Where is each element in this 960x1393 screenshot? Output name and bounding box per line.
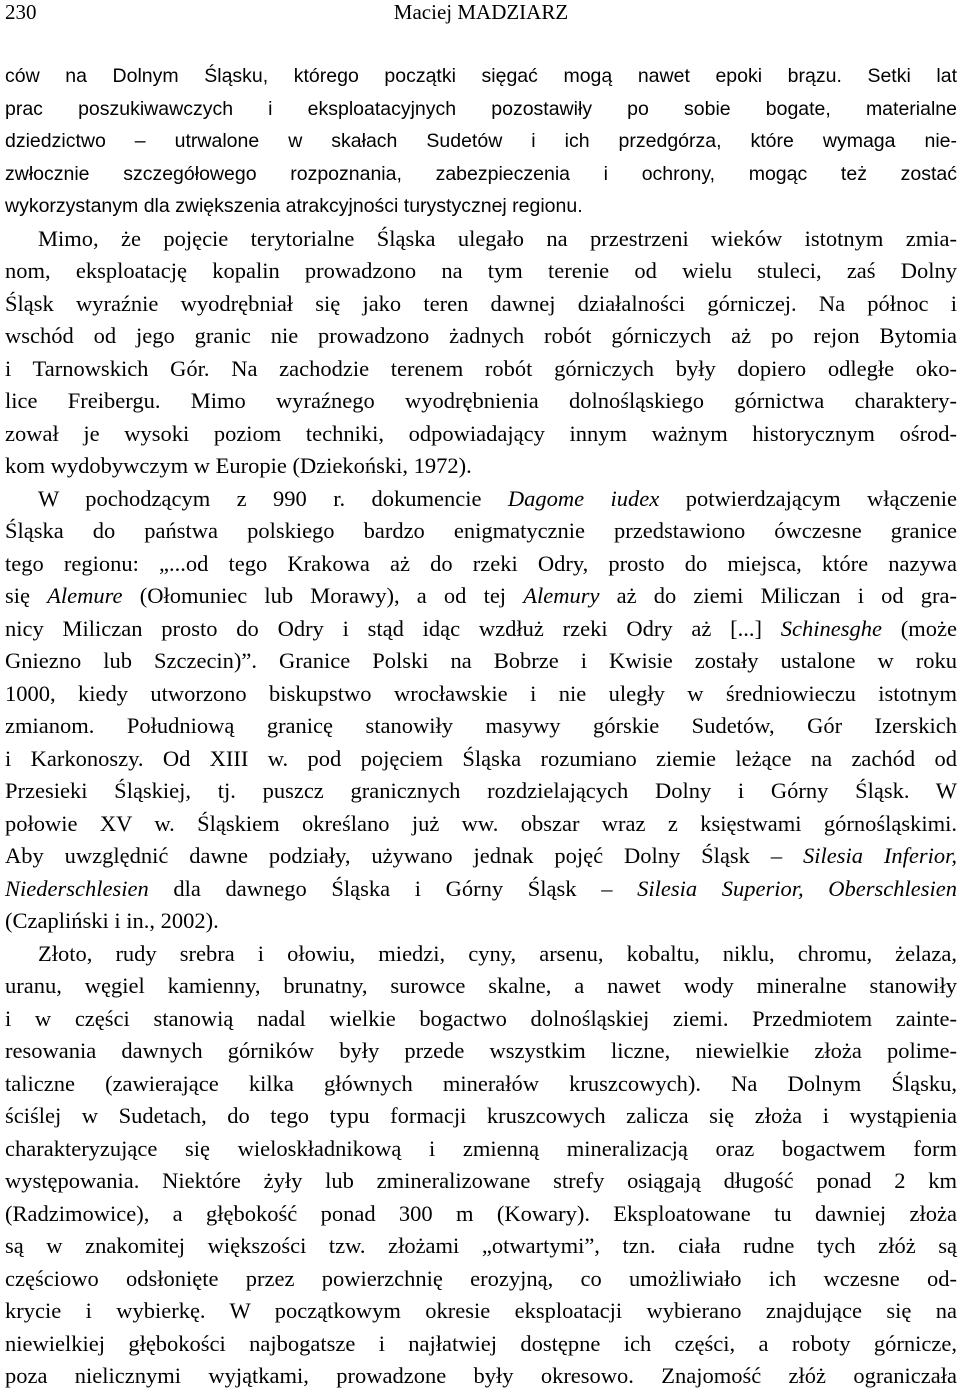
text-span: tego regionu: „...od tego Krakowa aż do rzeki Odry, prosto do miejsca, które nazywa	[5, 550, 957, 576]
text-span: kom wydobywczym w Europie (Dziekoński, 1972).	[5, 453, 472, 478]
italic-text: Schinesghe	[780, 615, 883, 641]
text-span: i Tarnowskich Gór. Na zachodzie terenem robót górniczych były dopiero odległe oko-	[5, 355, 957, 381]
text-line	[5, 515, 957, 548]
text-span: nicy Miliczan prosto do Odry i stąd idąc wzdłuż rzeki Odry aż [...]	[5, 615, 781, 641]
text-line	[5, 190, 957, 223]
text-line	[5, 483, 957, 516]
italic-text: Niederschlesien	[5, 875, 149, 901]
text-span: (Radzimowice), a głębokość ponad 300 m (Kowary). Eksploatowane tu dawniej złoża	[5, 1200, 957, 1226]
text-span: Złoto, rudy srebra i ołowiu, miedzi, cyny, arsenu, kobaltu, niklu, chromu, żelaza,	[38, 940, 957, 966]
text-span: aż do ziemi Miliczan i od gra-	[599, 583, 957, 608]
text-span: Śląsk wyraźnie wyodrębniał się jako teren dawnej działalności górniczej. Na północ i	[5, 290, 957, 316]
italic-text: Alemury	[523, 583, 600, 608]
text-line	[5, 645, 957, 678]
italic-text: Alemure	[47, 583, 123, 608]
text-span: i w części stanowią nadal wielkie bogactwo dolnośląskiej ziemi. Przedmiotem zainte-	[5, 1005, 957, 1031]
text-span: występowania. Niektóre żyły lub zmineralizowane strefy osiągają długość ponad 2 km	[5, 1168, 957, 1193]
text-line	[5, 1198, 957, 1231]
text-line	[5, 808, 957, 841]
text-line	[5, 1360, 957, 1393]
text-line	[5, 125, 957, 158]
text-line	[5, 93, 957, 126]
text-span: (Czapliński i in., 2002).	[5, 908, 219, 933]
text-line	[5, 1295, 957, 1328]
text-span: (Ołomuniec lub Morawy), a od tej	[122, 583, 524, 608]
italic-text: Silesia Superior, Oberschlesien	[637, 875, 957, 901]
text-line	[5, 1068, 957, 1101]
text-span: niewielkiej głębokości najbogatsze i najłatwiej dostępne ich części, a roboty górnicze,	[5, 1330, 957, 1356]
running-head-author: Maciej MADZIARZ	[393, 0, 569, 24]
text-line	[5, 938, 957, 971]
text-span: uranu, węgiel kamienny, brunatny, surowce skalne, a nawet wody mineralne stanowiły	[5, 973, 957, 998]
text-line	[5, 613, 957, 646]
text-line	[5, 873, 957, 906]
text-line	[5, 60, 957, 93]
text-span: 1000, kiedy utworzono biskupstwo wrocławskie i nie uległy w średniowieczu istotnym	[5, 680, 957, 706]
text-line	[5, 548, 957, 581]
text-line	[5, 450, 957, 483]
text-line	[5, 1165, 957, 1198]
italic-text: Dagome iudex	[507, 485, 660, 511]
text-span: Śląska do państwa polskiego bardzo enigmatycznie przedstawiono ówczesne granice	[5, 518, 957, 543]
text-line	[5, 580, 957, 613]
text-span: taliczne (zawierające kilka głównych minerałów kruszcowych). Na Dolnym Śląsku,	[5, 1070, 957, 1096]
text-span: W pochodzącym z 990 r. dokumencie	[38, 485, 508, 511]
text-span: (może	[882, 615, 958, 641]
text-span: prac poszukiwawczych i eksploatacyjnych pozostawiły po sobie bogate, materialne	[5, 97, 957, 120]
text-span: i Karkonoszy. Od XIII w. pod pojęciem Śląska rozumiano ziemie leżące na zachód od	[5, 745, 957, 771]
italic-text: Silesia Inferior,	[802, 843, 958, 868]
text-line	[5, 710, 957, 743]
text-line	[5, 255, 957, 288]
text-span: dziedzictwo – utrwalone w skałach Sudetów i ich przedgórza, które wymaga nie-	[5, 130, 957, 152]
text-line	[5, 1328, 957, 1361]
text-line	[5, 1003, 957, 1036]
text-span: poza nielicznymi wyjątkami, prowadzone były okresowo. Znajomość złóż ograniczała	[5, 1363, 957, 1388]
text-span: częściowo odsłonięte przez powierzchnię erozyjną, co umożliwiało ich wczesne od-	[5, 1265, 957, 1291]
text-line	[5, 1100, 957, 1133]
text-span: krycie i wybierkę. W początkowym okresie eksploatacji wybierano znajdujące się na	[5, 1298, 957, 1323]
text-span: zmianom. Południową granicę stanowiły masywy górskie Sudetów, Gór Izerskich	[5, 713, 957, 738]
text-span: ściślej w Sudetach, do tego typu formacji kruszcowych zalicza się złoża i wystąpienia	[5, 1103, 957, 1128]
text-span: wschód od jego granic nie prowadzono żadnych robót górniczych aż po rejon Bytomia	[5, 323, 957, 348]
text-line	[5, 288, 957, 321]
text-span: Gniezno lub Szczecin)”. Granice Polski na Bobrze i Kwisie zostały ustalone w roku	[5, 648, 957, 673]
text-span: charakteryzujące się wieloskładnikową i zmienną mineralizacją oraz bogactwem form	[5, 1135, 957, 1161]
text-span: Przesieki Śląskiej, tj. puszcz granicznych rozdzielających Dolny i Górny Śląsk. W	[5, 778, 957, 803]
body-text	[5, 60, 957, 1393]
text-line	[5, 320, 957, 353]
text-line	[5, 970, 957, 1003]
text-span: ców na Dolnym Śląsku, którego początki sięgać mogą nawet epoki brązu. Setki lat	[5, 65, 957, 87]
text-span: zował je wysoki poziom techniki, odpowiadający innym ważnym historycznym ośrod-	[5, 420, 957, 446]
text-line	[5, 1035, 957, 1068]
text-line	[5, 1230, 957, 1263]
text-line	[5, 385, 957, 418]
text-span: połowie XV w. Śląskiem określano już ww. obszar wraz z księstwami górnośląskimi.	[5, 810, 957, 836]
text-line	[5, 840, 957, 873]
text-line	[5, 905, 957, 938]
text-span: nom, eksploatację kopalin prowadzono na tym terenie od wielu stuleci, zaś Dolny	[5, 258, 957, 283]
text-span: wykorzystanym dla zwiększenia atrakcyjności turystycznej regionu.	[5, 195, 583, 217]
text-span: Aby uwzględnić dawne podziały, używano jednak pojęć Dolny Śląsk –	[5, 843, 803, 868]
text-span: Mimo, że pojęcie terytorialne Śląska ulegało na przestrzeni wieków istotnym zmia-	[38, 225, 957, 251]
text-line	[5, 353, 957, 386]
text-line	[5, 743, 957, 776]
page-header	[5, 0, 957, 30]
text-line	[5, 678, 957, 711]
text-line	[5, 158, 957, 191]
text-span: lice Freibergu. Mimo wyraźnego wyodrębnienia dolnośląskiego górnictwa charaktery-	[5, 388, 957, 413]
text-span: potwierdzającym włączenie	[659, 485, 957, 511]
text-line	[5, 223, 957, 256]
text-span: dla dawnego Śląska i Górny Śląsk –	[148, 875, 638, 901]
text-line	[5, 1133, 957, 1166]
text-span: resowania dawnych górników były przede wszystkim liczne, niewielkie złoża polime-	[5, 1038, 957, 1063]
text-span: są w znakomitej większości tzw. złożami „otwartymi”, tzn. ciała rudne tych złóż są	[5, 1233, 957, 1258]
text-span: się	[5, 583, 48, 608]
text-line	[5, 775, 957, 808]
text-span: zwłocznie szczegółowego rozpoznania, zabezpieczenia i ochrony, mogąc też zostać	[5, 162, 957, 185]
text-line	[5, 418, 957, 451]
page-number: 230	[5, 0, 37, 24]
text-line	[5, 1263, 957, 1296]
